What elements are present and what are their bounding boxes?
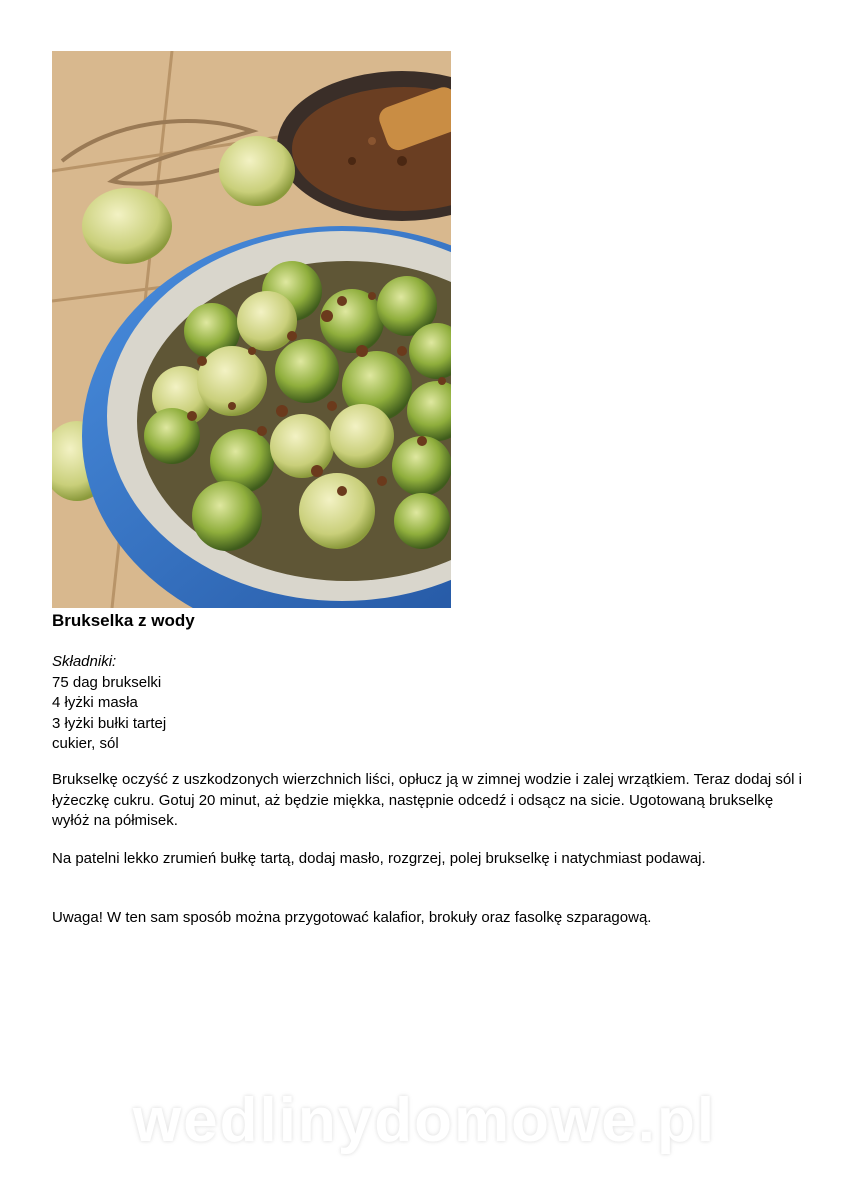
ingredients-section <box>52 652 166 755</box>
ingredient-item: 3 łyżki bułki tartej <box>52 714 167 732</box>
recipe-photo <box>52 51 451 608</box>
instructions-paragraph: Na patelni lekko zrumień bułkę tartą, dodaj masło, rozgrzej, polej brukselkę i natychmiast podawaj. <box>52 850 706 867</box>
ingredient-item: 4 łyżki masła <box>52 694 138 711</box>
ingredient-item: cukier, sól <box>52 735 119 752</box>
instructions-paragraph: Brukselkę oczyść z uszkodzonych wierzchnich liści, opłucz ją w zimnej wodzie i zalej wrzątkiem. Teraz dodaj sól i łyżeczkę cukru. Gotuj 20 minut, aż będzie miękka, następnie odcedź i odsącz na sicie. Ugotowaną brukselkę wyłóż na półmisek. <box>52 771 803 829</box>
ingredients-label: Składniki: <box>52 653 117 670</box>
ingredient-item: 75 dag brukselki <box>52 673 162 691</box>
note-paragraph: Uwaga! W ten sam sposób można przygotować kalafior, brokuły oraz fasolkę szparagową. <box>52 909 652 926</box>
watermark: wedlinydomowe.pl <box>132 1086 717 1155</box>
recipe-title: Brukselka z wody <box>52 611 195 630</box>
